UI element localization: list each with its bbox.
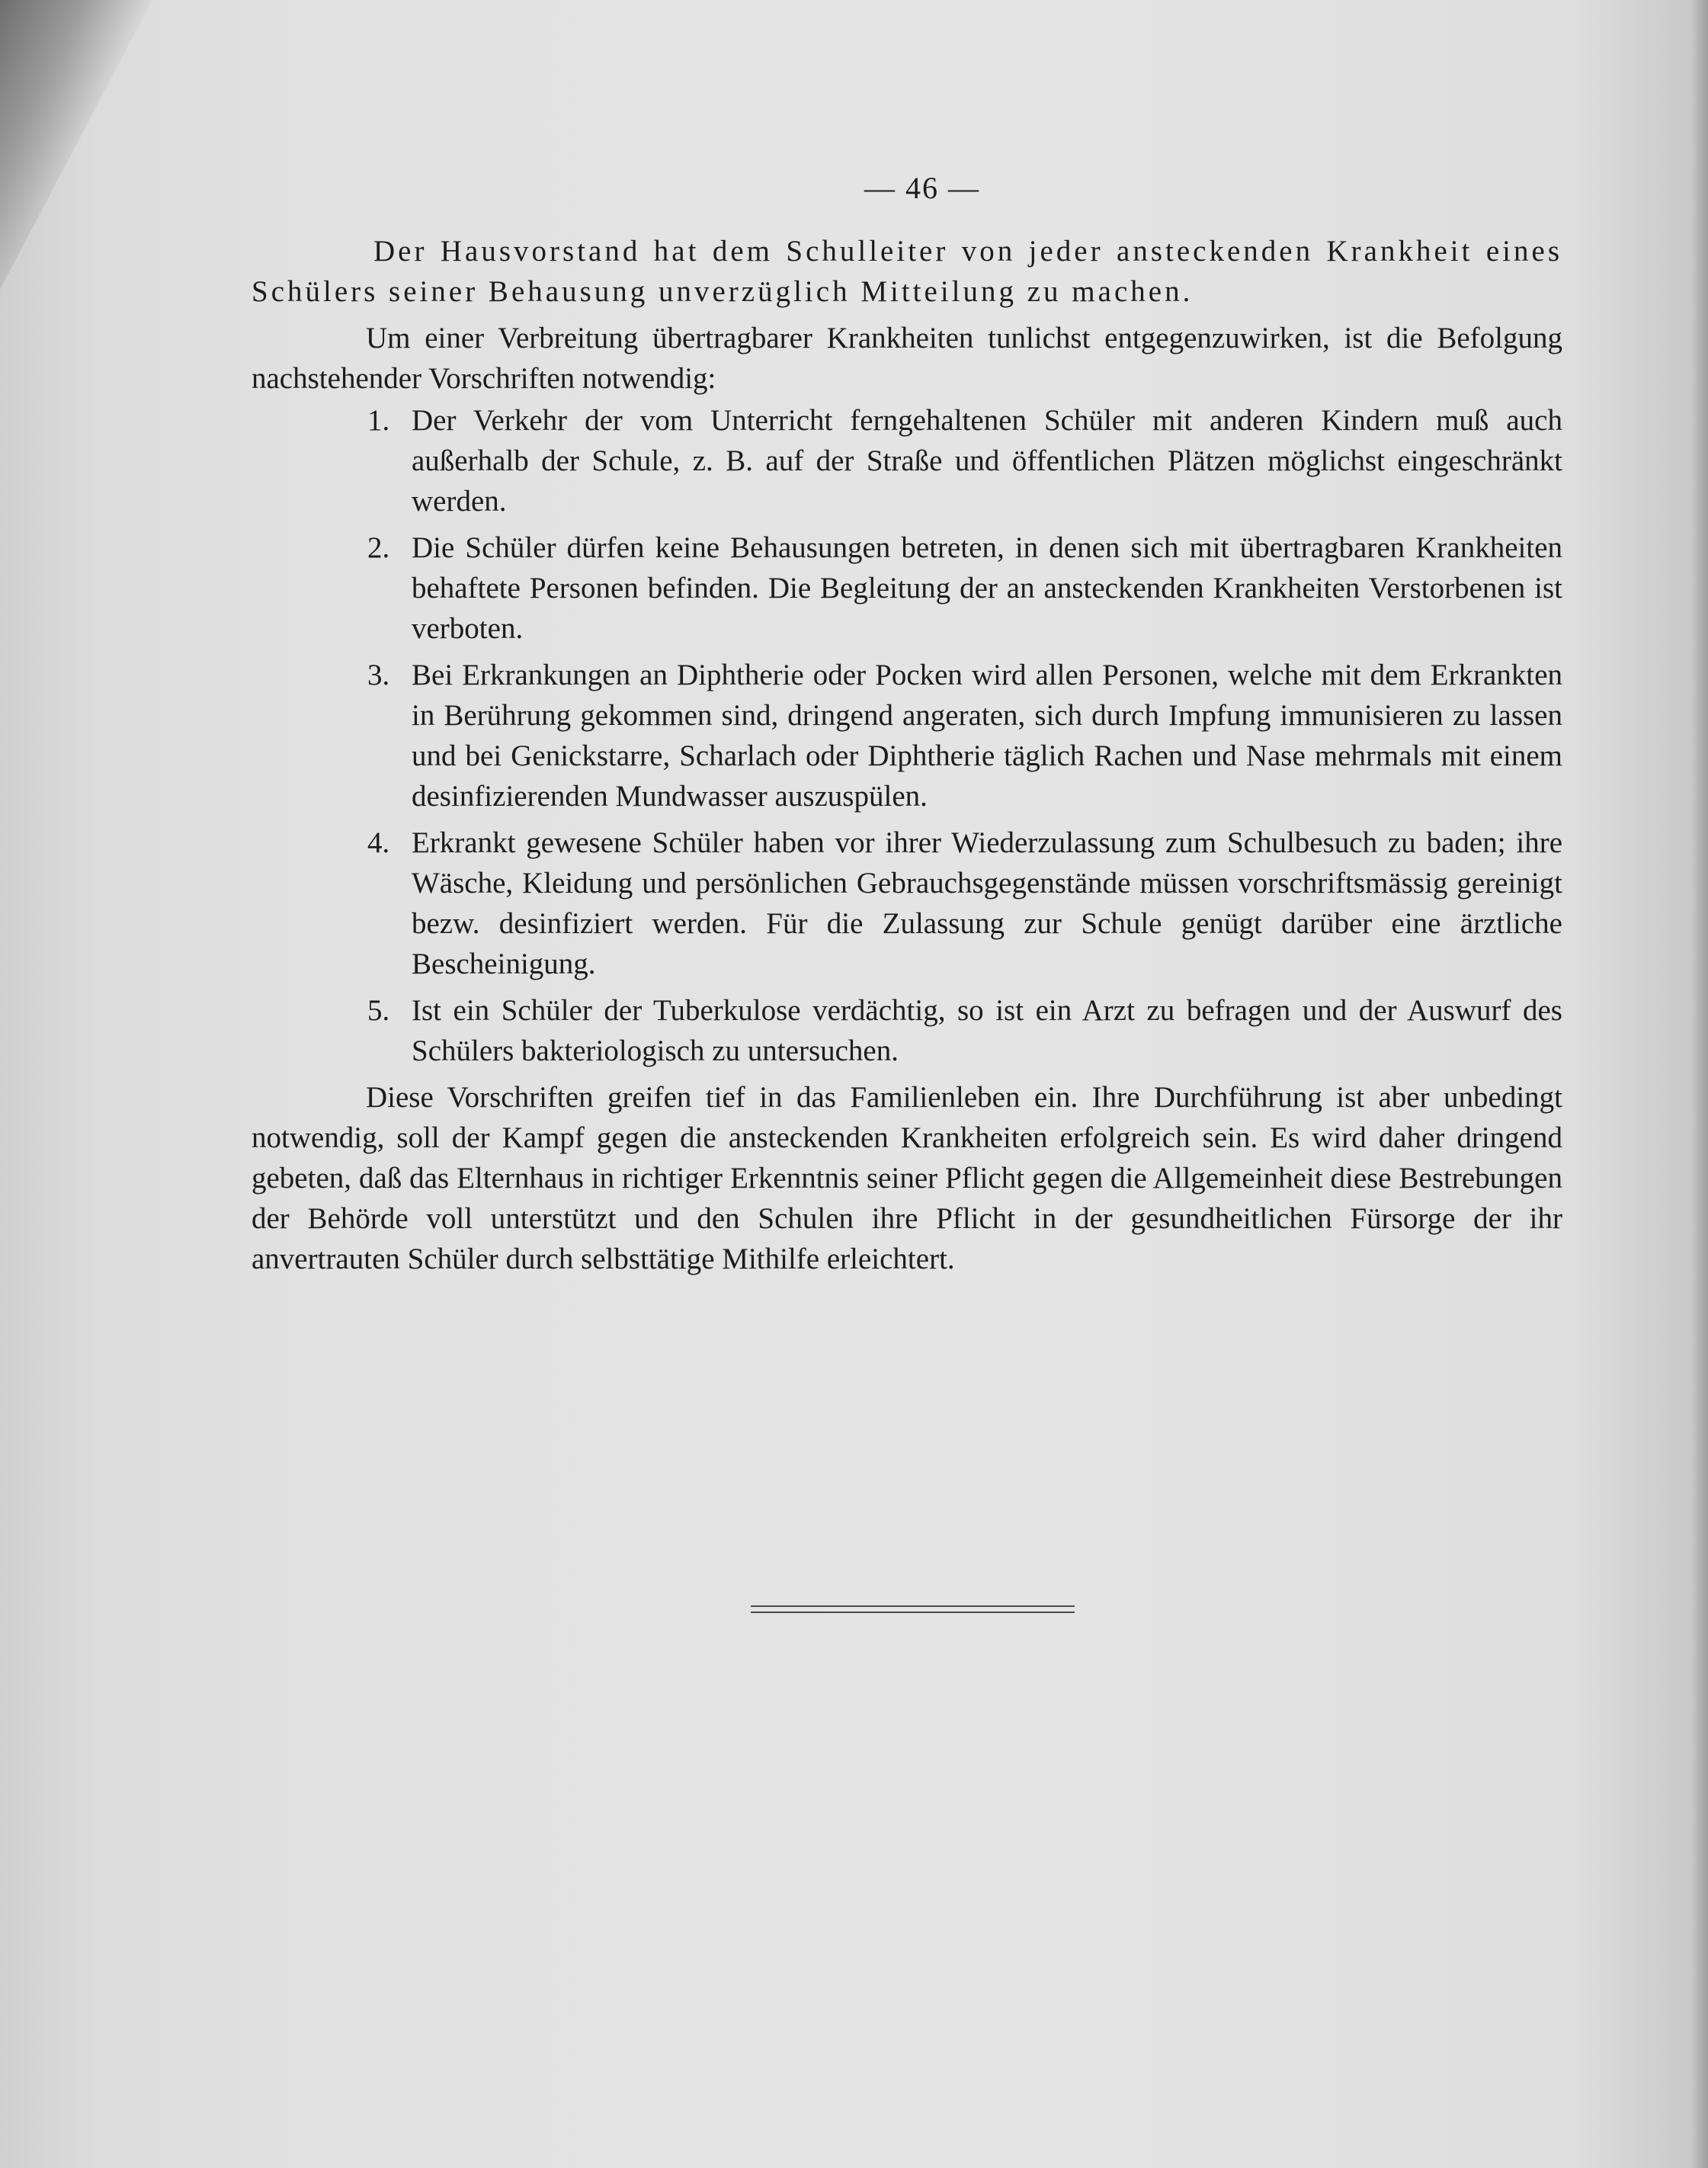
lead-paragraph: Um einer Verbreitung übertragbarer Krankheiten tunlichst entgegenzuwirken, ist die Befolgung nachstehender Vorschriften notwendig: xyxy=(252,322,1562,395)
list-item-number: 1. xyxy=(367,404,390,437)
list-item-text: Bei Erkrankungen an Diphtherie oder Pocken wird allen Personen, welche mit dem Erkrankten in Berührung gekommen sind, dringend angeraten, sich durch Impfung immunisieren zu lassen und bei Genickstarre, Scharlach oder Diphtherie täglich Rachen und Nase mehrmals mit einem desinfizierenden Mundwasser auszuspülen. xyxy=(412,659,1562,813)
list-item xyxy=(367,990,1562,1071)
document-page xyxy=(252,168,1562,1279)
list-item-number: 2. xyxy=(367,531,390,564)
list-item-number: 4. xyxy=(367,826,390,859)
folded-corner-shadow xyxy=(0,0,152,290)
list-item xyxy=(367,823,1562,984)
rules-list xyxy=(252,400,1562,1071)
list-item-text: Ist ein Schüler der Tuberkulose verdächtig, so ist ein Arzt zu befragen und der Auswurf des Schülers bakteriologisch zu untersuchen. xyxy=(412,994,1562,1067)
list-item xyxy=(367,400,1562,521)
list-item-text: Erkrankt gewesene Schüler haben vor ihrer Wiederzulassung zum Schulbesuch zu baden; ihre Wäsche, Kleidung und persönlichen Gebrauchsgegenstände müssen vorschriftsmässig gereinigt bezw. desinfiziert werden. Für die Zulassung zur Schule genügt darüber eine ärztliche Bescheinigung. xyxy=(412,826,1562,980)
intro-paragraph: Der Hausvorstand hat dem Schulleiter von jeder ansteckenden Krankheit eines Schülers seiner Behausung unverzüglich Mitteilung zu machen. xyxy=(252,235,1562,308)
list-item xyxy=(367,528,1562,649)
list-item-text: Die Schüler dürfen keine Behausungen betreten, in denen sich mit übertragbaren Krankheiten behaftete Personen befinden. Die Begleitung der an ansteckenden Krankheiten Verstorbenen ist verboten. xyxy=(412,531,1562,645)
end-divider xyxy=(751,1605,1075,1613)
closing-paragraph: Diese Vorschriften greifen tief in das Familienleben ein. Ihre Durchführung ist aber unbedingt notwendig, soll der Kampf gegen die ansteckenden Krankheiten erfolgreich sein. Es wird daher dringend gebeten, daß das Elternhaus in richtiger Erkenntnis seiner Pflicht gegen die Allgemeinheit diese Bestrebungen der Behörde voll unterstützt und den Schulen ihre Pflicht in der gesundheitlichen Fürsorge der ihr anvertrauten Schüler durch selbsttätige Mithilfe erleichtert. xyxy=(252,1081,1562,1275)
list-item-text: Der Verkehr der vom Unterricht ferngehaltenen Schüler mit anderen Kindern muß auch außerhalb der Schule, z. B. auf der Straße und öffentlichen Plätzen möglichst eingeschränkt werden. xyxy=(412,404,1562,518)
list-item-number: 5. xyxy=(367,994,390,1027)
page-number: — 46 — xyxy=(864,171,980,205)
list-item xyxy=(367,655,1562,816)
list-item-number: 3. xyxy=(367,659,390,691)
page-edge-shadow xyxy=(1691,0,1708,2168)
